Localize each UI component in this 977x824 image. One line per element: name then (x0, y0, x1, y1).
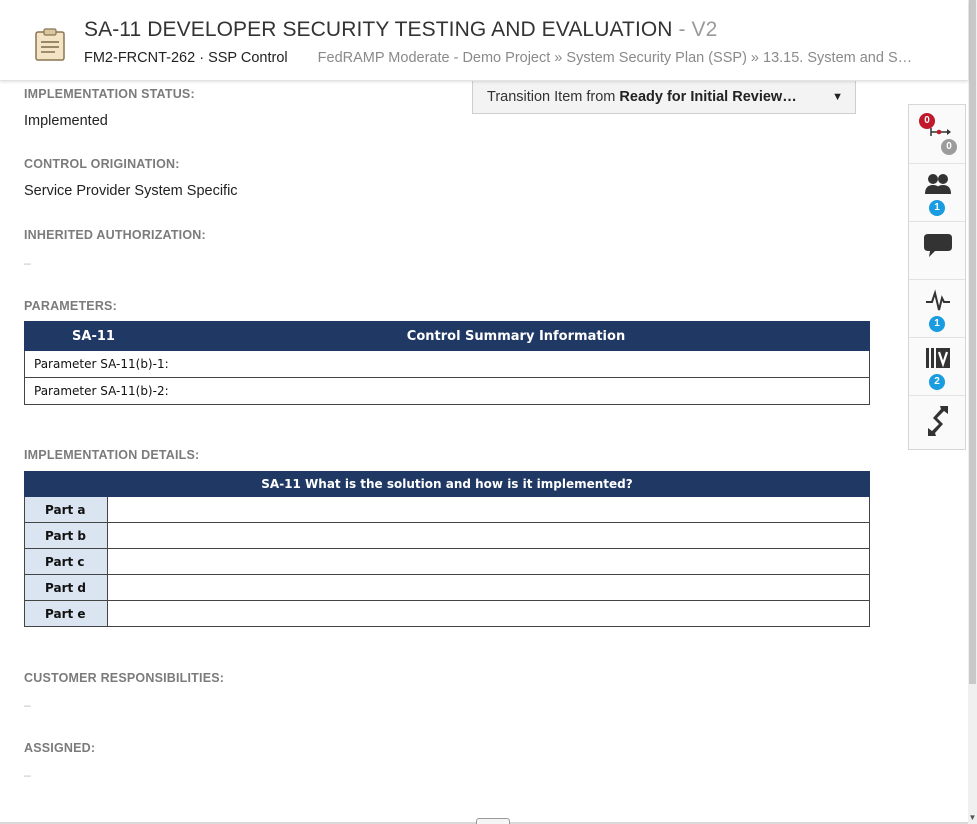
resize-handle[interactable] (476, 818, 510, 824)
page-title-text: SA-11 DEVELOPER SECURITY TESTING AND EVALUATION (84, 18, 673, 41)
version-label[interactable]: V2 (691, 18, 718, 41)
part-content[interactable] (108, 601, 870, 627)
item-subline (84, 50, 964, 66)
parameters-table (24, 321, 870, 405)
table-row[interactable] (25, 575, 870, 601)
customer-responsibilities-value[interactable]: – (24, 698, 31, 712)
part-label: Part a (25, 497, 108, 523)
item-header (0, 0, 968, 81)
parameter-cell[interactable]: Parameter SA-11(b)-1: (25, 351, 870, 378)
users-badge: 1 (929, 200, 945, 216)
side-panel (908, 104, 966, 450)
page-title (84, 18, 717, 42)
versions-icon (923, 346, 953, 372)
table-row[interactable] (25, 549, 870, 575)
versions-button[interactable] (909, 337, 965, 396)
table-header-question: SA-11 What is the solution and how is it implemented? (25, 472, 870, 497)
part-content[interactable] (108, 497, 870, 523)
implementation-status-label: IMPLEMENTATION STATUS: (24, 87, 195, 101)
relationships-badge-red: 0 (919, 113, 935, 129)
relationships-badge-grey: 0 (941, 139, 957, 155)
chevron-down-icon: ▼ (832, 91, 843, 103)
table-header-row (25, 472, 870, 497)
title-separator: - (678, 18, 686, 41)
comments-button[interactable] (909, 221, 965, 280)
table-row[interactable] (25, 351, 870, 378)
relationships-button[interactable] (909, 105, 965, 164)
comment-icon (923, 230, 953, 260)
item-type-separator: · (199, 50, 205, 66)
control-origination-label: CONTROL ORIGINATION: (24, 157, 180, 171)
assigned-value[interactable]: – (24, 768, 31, 782)
transition-state: Ready for Initial Review… (619, 89, 797, 105)
part-label: Part c (25, 549, 108, 575)
assigned-label: ASSIGNED: (24, 741, 96, 755)
table-row[interactable] (25, 601, 870, 627)
transition-prefix: Transition Item from (487, 89, 616, 105)
table-row[interactable] (25, 523, 870, 549)
scroll-down-arrow-icon[interactable]: ▼ (968, 813, 977, 822)
implementation-status-value[interactable]: Implemented (24, 113, 108, 129)
document-clipboard-icon (32, 26, 68, 62)
sync-button[interactable] (909, 395, 965, 453)
activity-icon (923, 288, 953, 314)
implementation-details-label: IMPLEMENTATION DETAILS: (24, 448, 200, 462)
item-id: FM2-FRCNT-262 (84, 50, 196, 66)
parameters-label: PARAMETERS: (24, 299, 117, 313)
table-header-control-id: SA-11 (25, 322, 163, 351)
versions-badge: 2 (929, 374, 945, 390)
transition-item-dropdown[interactable] (472, 80, 856, 114)
part-label: Part b (25, 523, 108, 549)
customer-responsibilities-label: CUSTOMER RESPONSIBILITIES: (24, 671, 225, 685)
activity-badge: 1 (929, 316, 945, 332)
vertical-scrollbar[interactable] (968, 0, 977, 824)
users-button[interactable] (909, 163, 965, 222)
table-header-row (25, 322, 870, 351)
inherited-authorization-label: INHERITED AUTHORIZATION: (24, 228, 206, 242)
table-row[interactable] (25, 497, 870, 523)
part-content[interactable] (108, 523, 870, 549)
users-icon (923, 172, 953, 198)
item-type: SSP Control (208, 50, 288, 66)
inherited-authorization-value[interactable]: – (24, 256, 31, 270)
implementation-table (24, 471, 870, 627)
table-header-summary: Control Summary Information (163, 322, 870, 351)
breadcrumb[interactable]: FedRAMP Moderate - Demo Project » System Security Plan (SSP) » 13.15. System and S… (317, 50, 913, 66)
table-row[interactable] (25, 378, 870, 405)
scrollbar-thumb[interactable] (969, 0, 976, 684)
activity-button[interactable] (909, 279, 965, 338)
part-content[interactable] (108, 549, 870, 575)
control-origination-value[interactable]: Service Provider System Specific (24, 183, 238, 199)
part-label: Part d (25, 575, 108, 601)
parameter-cell[interactable]: Parameter SA-11(b)-2: (25, 378, 870, 405)
sync-icon (923, 404, 953, 438)
part-content[interactable] (108, 575, 870, 601)
part-label: Part e (25, 601, 108, 627)
